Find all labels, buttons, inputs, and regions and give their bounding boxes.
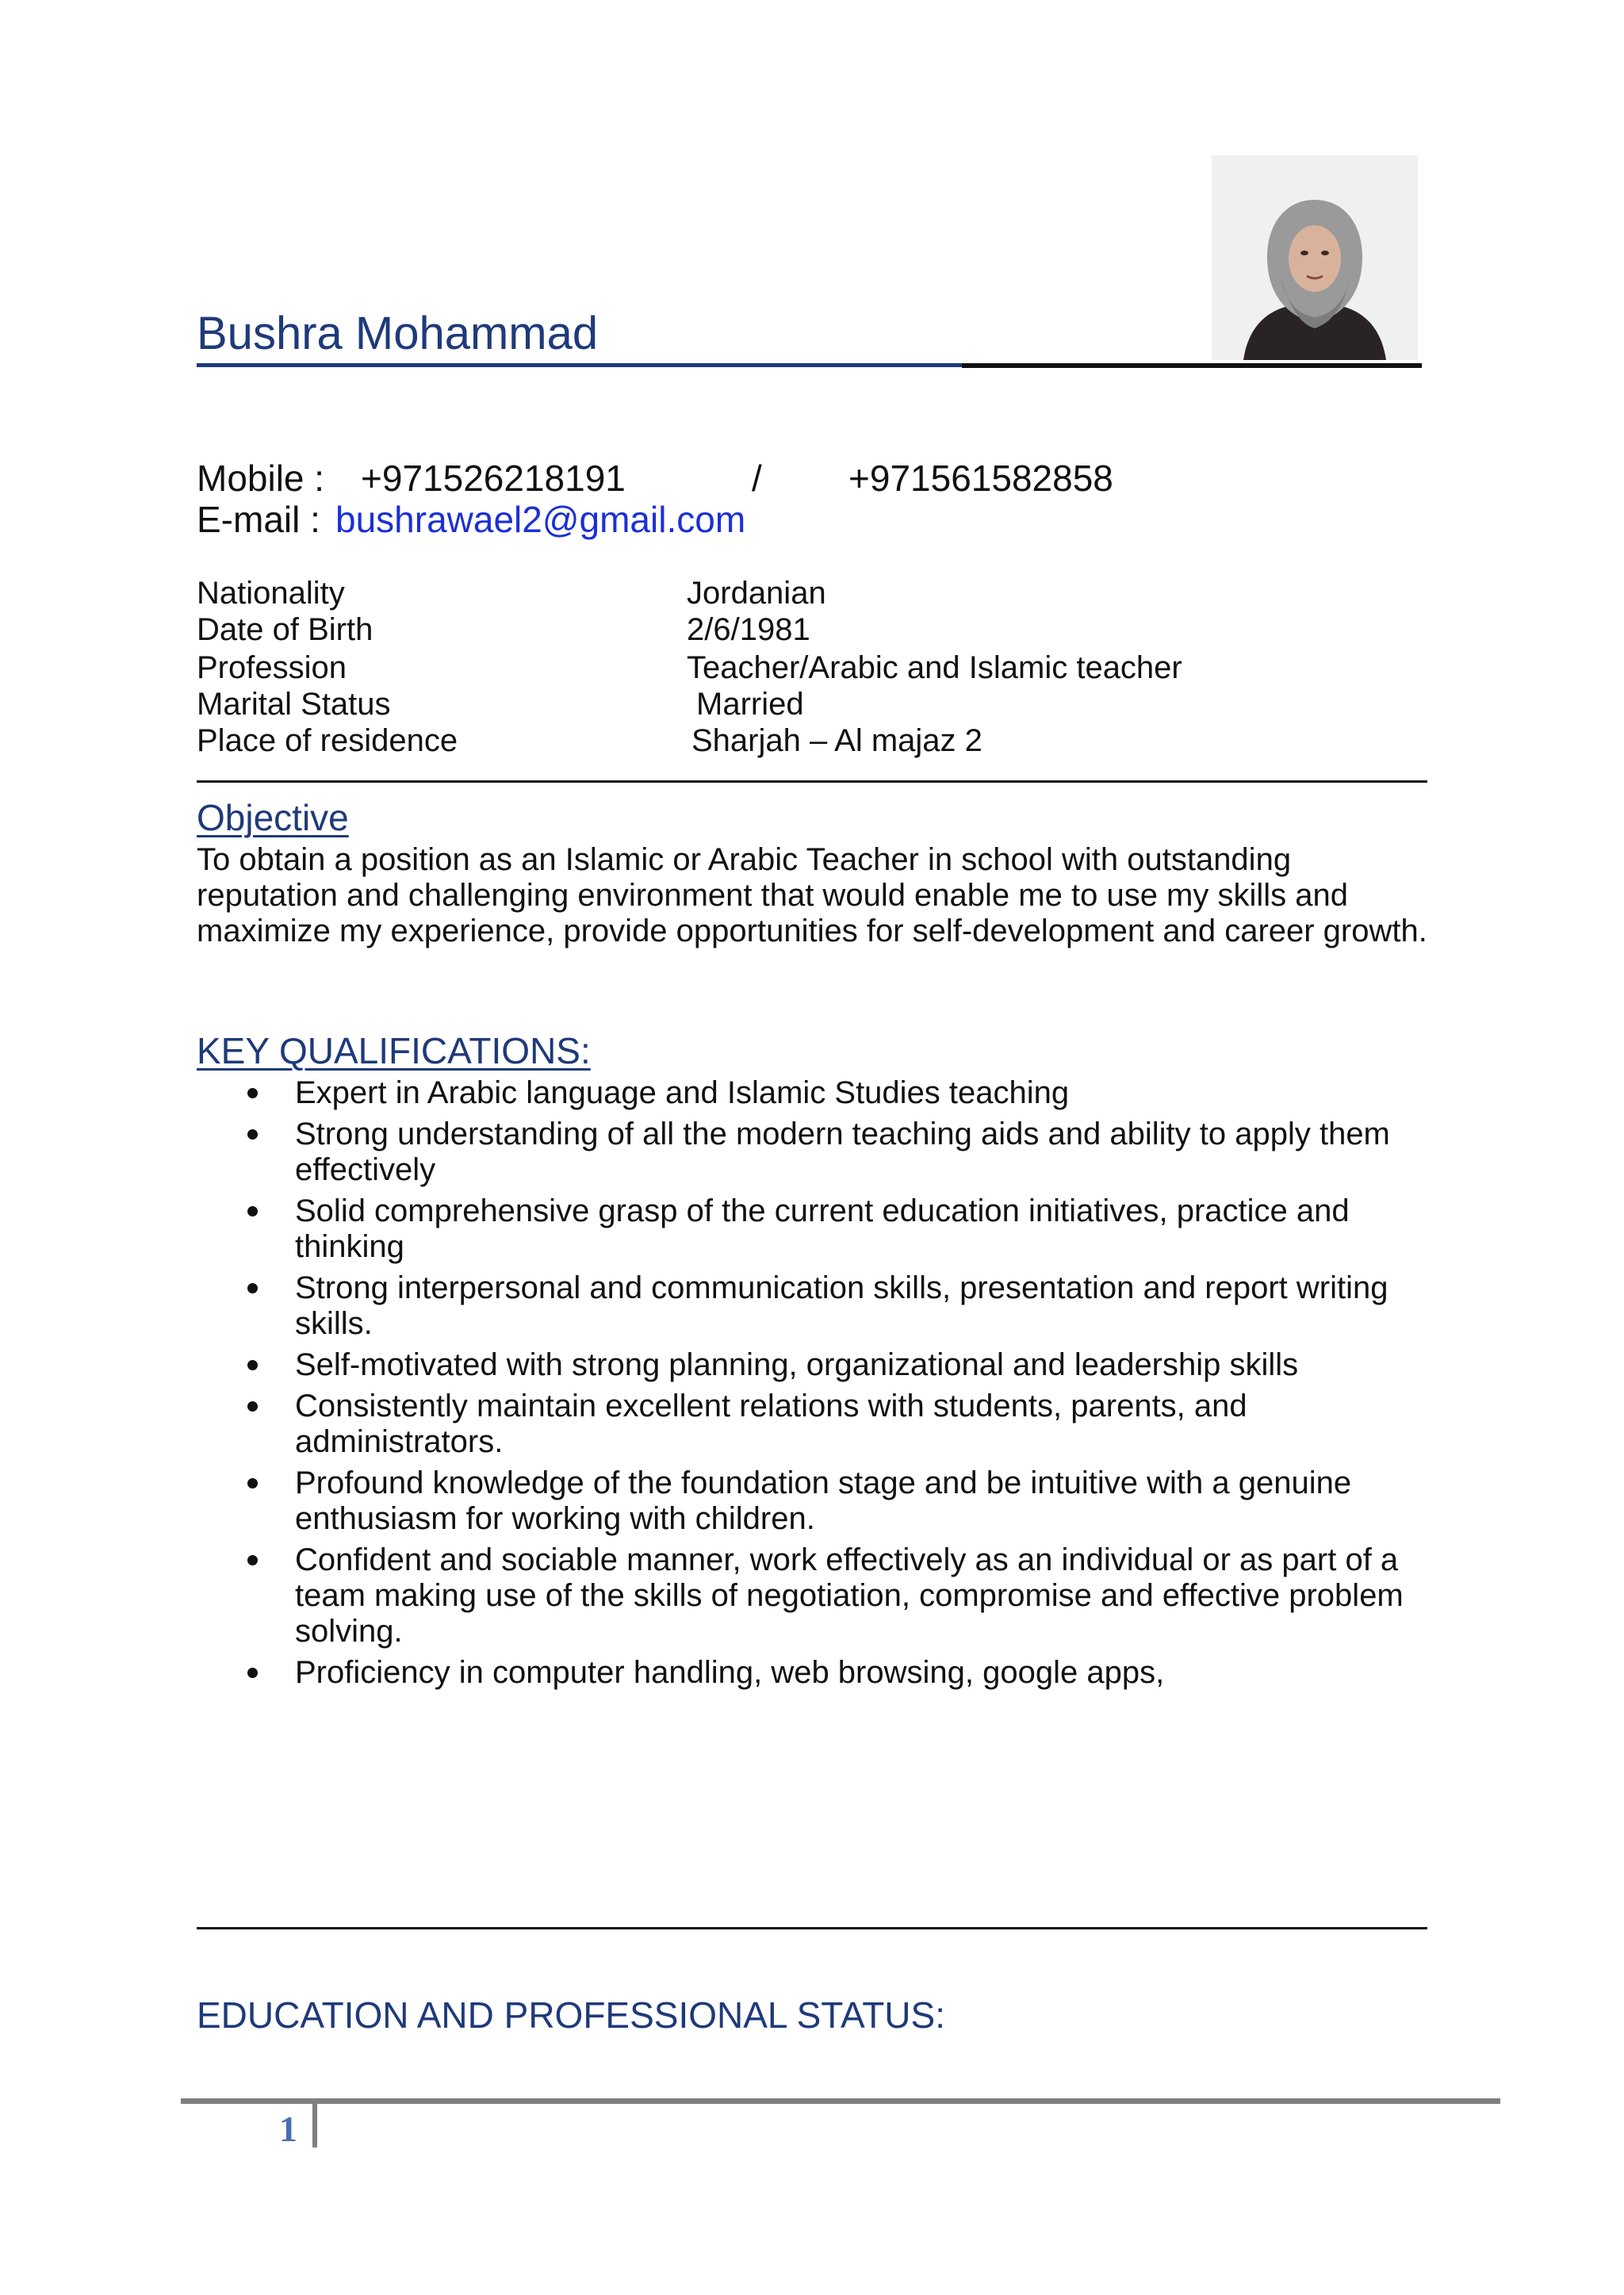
objective-paragraph: [197, 842, 1465, 949]
bullet-icon: [247, 1668, 258, 1678]
section-divider: [197, 780, 1427, 783]
qualification-text: Consistently maintain excellent relations with students, parents, and administrators.: [295, 1389, 1247, 1459]
candidate-name: Bushra Mohammad: [197, 308, 599, 359]
info-value-nationality: Jordanian: [687, 576, 826, 611]
qualification-text: Profound knowledge of the foundation stage and be intuitive with a genuine enthusiasm for working with children.: [295, 1466, 1352, 1536]
mobile-number-primary: +971526218191: [361, 458, 626, 499]
name-underline-black: [962, 363, 1422, 368]
qualification-text: Strong understanding of all the modern teaching aids and ability to apply them effectively: [295, 1117, 1390, 1187]
email-link[interactable]: bushrawael2@gmail.com: [335, 499, 746, 540]
bullet-icon: [247, 1206, 258, 1216]
key-qualifications-heading: KEY QUALIFICATIONS:: [197, 1030, 591, 1071]
name-underline-blue: [197, 363, 962, 367]
qualification-text: Confident and sociable manner, work effectively as an individual or as part of a team making use of the skills of negotiation, compromise and effective problem solving.: [295, 1542, 1404, 1649]
list-item: [197, 1347, 1450, 1383]
info-label-nationality: Nationality: [197, 576, 345, 611]
bullet-icon: [247, 1401, 258, 1412]
list-item: [197, 1193, 1450, 1265]
list-item: [197, 1270, 1450, 1342]
page-number: 1: [279, 2109, 297, 2149]
footer-divider: [312, 2102, 317, 2147]
list-item: [197, 1542, 1450, 1649]
info-label-marital-status: Marital Status: [197, 687, 391, 722]
qualification-text: Self-motivated with strong planning, organizational and leadership skills: [295, 1347, 1299, 1382]
bullet-icon: [247, 1555, 258, 1565]
objective-line: maximize my experience, provide opportunities for self-development and career growth.: [197, 914, 1427, 948]
info-value-residence: Sharjah – Al majaz 2: [691, 723, 982, 758]
bullet-icon: [247, 1478, 258, 1488]
qualification-text: Proficiency in computer handling, web browsing, google apps,: [295, 1655, 1165, 1690]
info-label-profession: Profession: [197, 650, 347, 685]
bullet-icon: [247, 1088, 258, 1098]
list-item: [197, 1389, 1450, 1460]
objective-heading: Objective: [197, 797, 349, 838]
info-value-marital-status: Married: [696, 687, 804, 722]
list-item: [197, 1466, 1450, 1537]
qualification-text: Expert in Arabic language and Islamic Studies teaching: [295, 1075, 1070, 1110]
bullet-icon: [247, 1129, 258, 1140]
list-item: [197, 1655, 1450, 1691]
bullet-icon: [247, 1283, 258, 1293]
qualifications-list: [197, 1075, 1450, 1696]
qualification-text: Strong interpersonal and communication skills, presentation and report writing skills.: [295, 1270, 1388, 1341]
bullet-icon: [247, 1360, 258, 1370]
qualification-text: Solid comprehensive grasp of the current education initiatives, practice and thinking: [295, 1193, 1350, 1264]
objective-line: reputation and challenging environment that would enable me to use my skills and: [197, 878, 1348, 913]
profile-photo: [1212, 155, 1418, 360]
footer-rule: [181, 2098, 1500, 2104]
list-item: [197, 1117, 1450, 1188]
email-label: E-mail :: [197, 499, 320, 540]
mobile-separator: /: [752, 458, 762, 499]
info-label-residence: Place of residence: [197, 723, 458, 758]
list-item: [197, 1075, 1450, 1111]
section-divider: [197, 1927, 1427, 1929]
info-label-date-of-birth: Date of Birth: [197, 612, 373, 647]
mobile-label: Mobile :: [197, 458, 325, 499]
education-heading: EDUCATION AND PROFESSIONAL STATUS:: [197, 1994, 945, 2036]
mobile-number-secondary: +971561582858: [848, 458, 1113, 499]
info-value-date-of-birth: 2/6/1981: [687, 612, 810, 647]
objective-line: To obtain a position as an Islamic or Arabic Teacher in school with outstanding: [197, 842, 1292, 877]
info-value-profession: Teacher/Arabic and Islamic teacher: [687, 650, 1182, 685]
